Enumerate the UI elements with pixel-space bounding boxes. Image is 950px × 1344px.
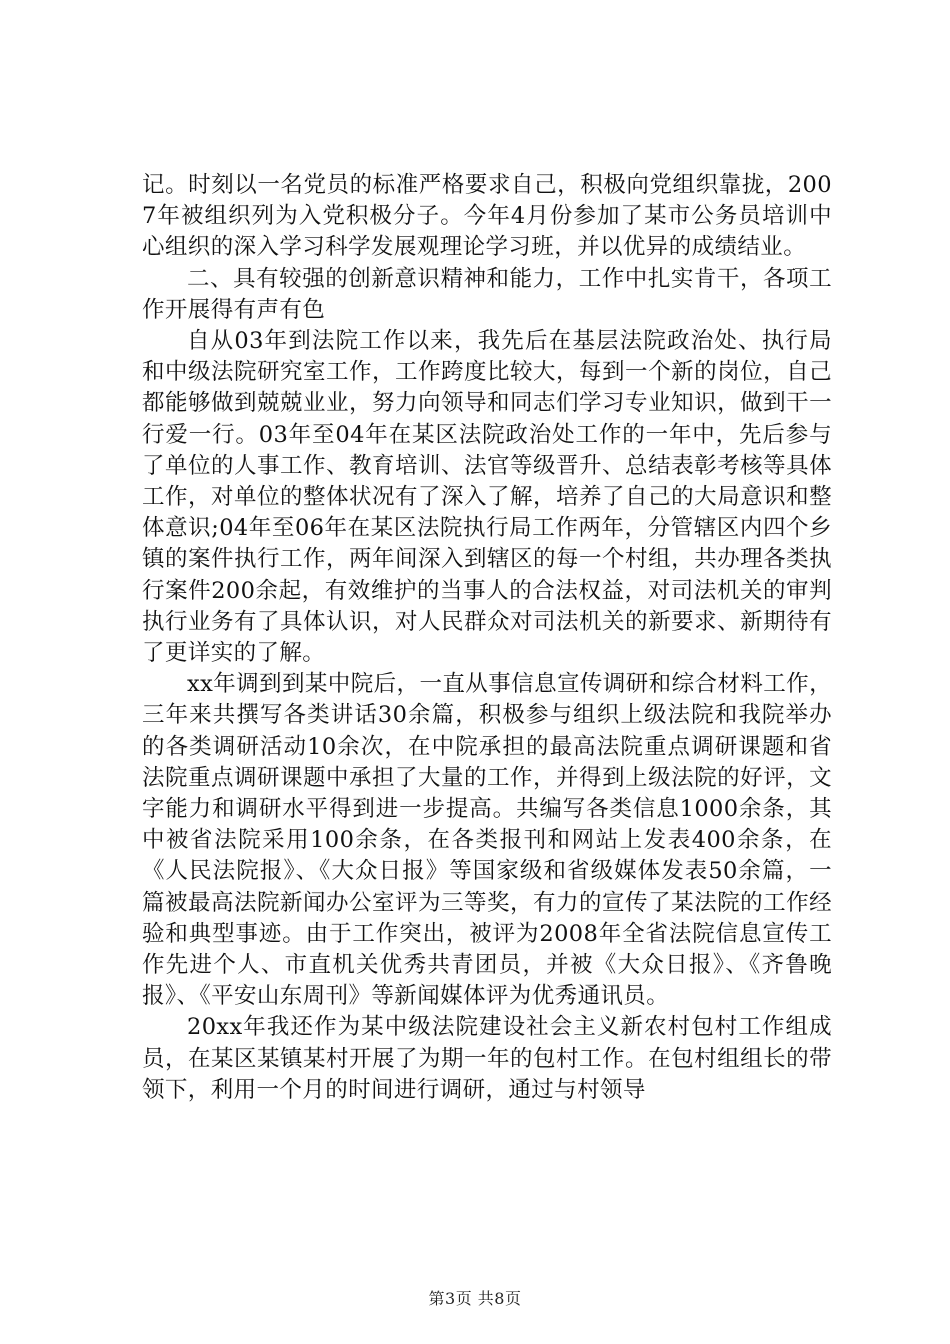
page-number-footer: 第3页 共8页 [428, 1289, 522, 1308]
paragraph-middle-court-work: xx年调到到某中院后，一直从事信息宣传调研和综合材料工作，三年来共撰写各类讲话30余篇，积极参与组织上级法院和我院举办的各类调研活动10余次，在中院承担的最高法院重点调研课题和省法院重点调研课题中承担了大量的工作，并得到上级法院的好评，文字能力和调研水平得到进一步提高。共编写各类信息1000余条，其中被省法院采用100余条，在各类报刊和网站上发表400余条，在《人民法院报》、《大众日报》等国家级和省级媒体发表50余篇，一篇被最高法院新闻办公室评为三等奖，有力的宣传了某法院的工作经验和典型事迹。由于工作突出，被评为2008年全省法院信息宣传工作先进个人、市直机关优秀共青团员，并被《大众日报》、《齐鲁晚报》、《平安山东周刊》等新闻媒体评为优秀通讯员。 [142, 671, 832, 1010]
document-body [142, 170, 832, 1106]
paragraph-court-career: 自从03年到法院工作以来，我先后在基层法院政治处、执行局和中级法院研究室工作，工作跨度比较大，每到一个新的岗位，自己都能够做到兢兢业业，努力向领导和同志们学习专业知识，做到干一行爱一行。03年至04年在某区法院政治处工作的一年中，先后参与了单位的人事工作、教育培训、法官等级晋升、总结表彰考核等具体工作，对单位的整体状况有了深入了解，培养了自己的大局意识和整体意识;04年至06年在某区法院执行局工作两年，分管辖区内四个乡镇的案件执行工作，两年间深入到辖区的每一个村组，共办理各类执行案件200余起，有效维护的当事人的合法权益，对司法机关的审判执行业务有了具体认识，对人民群众对司法机关的新要求、新期待有了更详实的了解。 [142, 328, 832, 667]
section-heading-innovation: 二、具有较强的创新意识精神和能力，工作中扎实肯干，各项工作开展得有声有色 [142, 265, 832, 323]
paragraph-continuation: 记。时刻以一名党员的标准严格要求自己，积极向党组织靠拢，2007年被组织列为入党积极分子。今年4月份参加了某市公务员培训中心组织的深入学习科学发展观理论学习班，并以优异的成绩结业。 [142, 172, 832, 261]
paragraph-village-work: 20xx年我还作为某中级法院建设社会主义新农村包村工作组成员，在某区某镇某村开展了为期一年的包村工作。在包村组组长的带领下，利用一个月的时间进行调研，通过与村领导 [142, 1014, 832, 1103]
